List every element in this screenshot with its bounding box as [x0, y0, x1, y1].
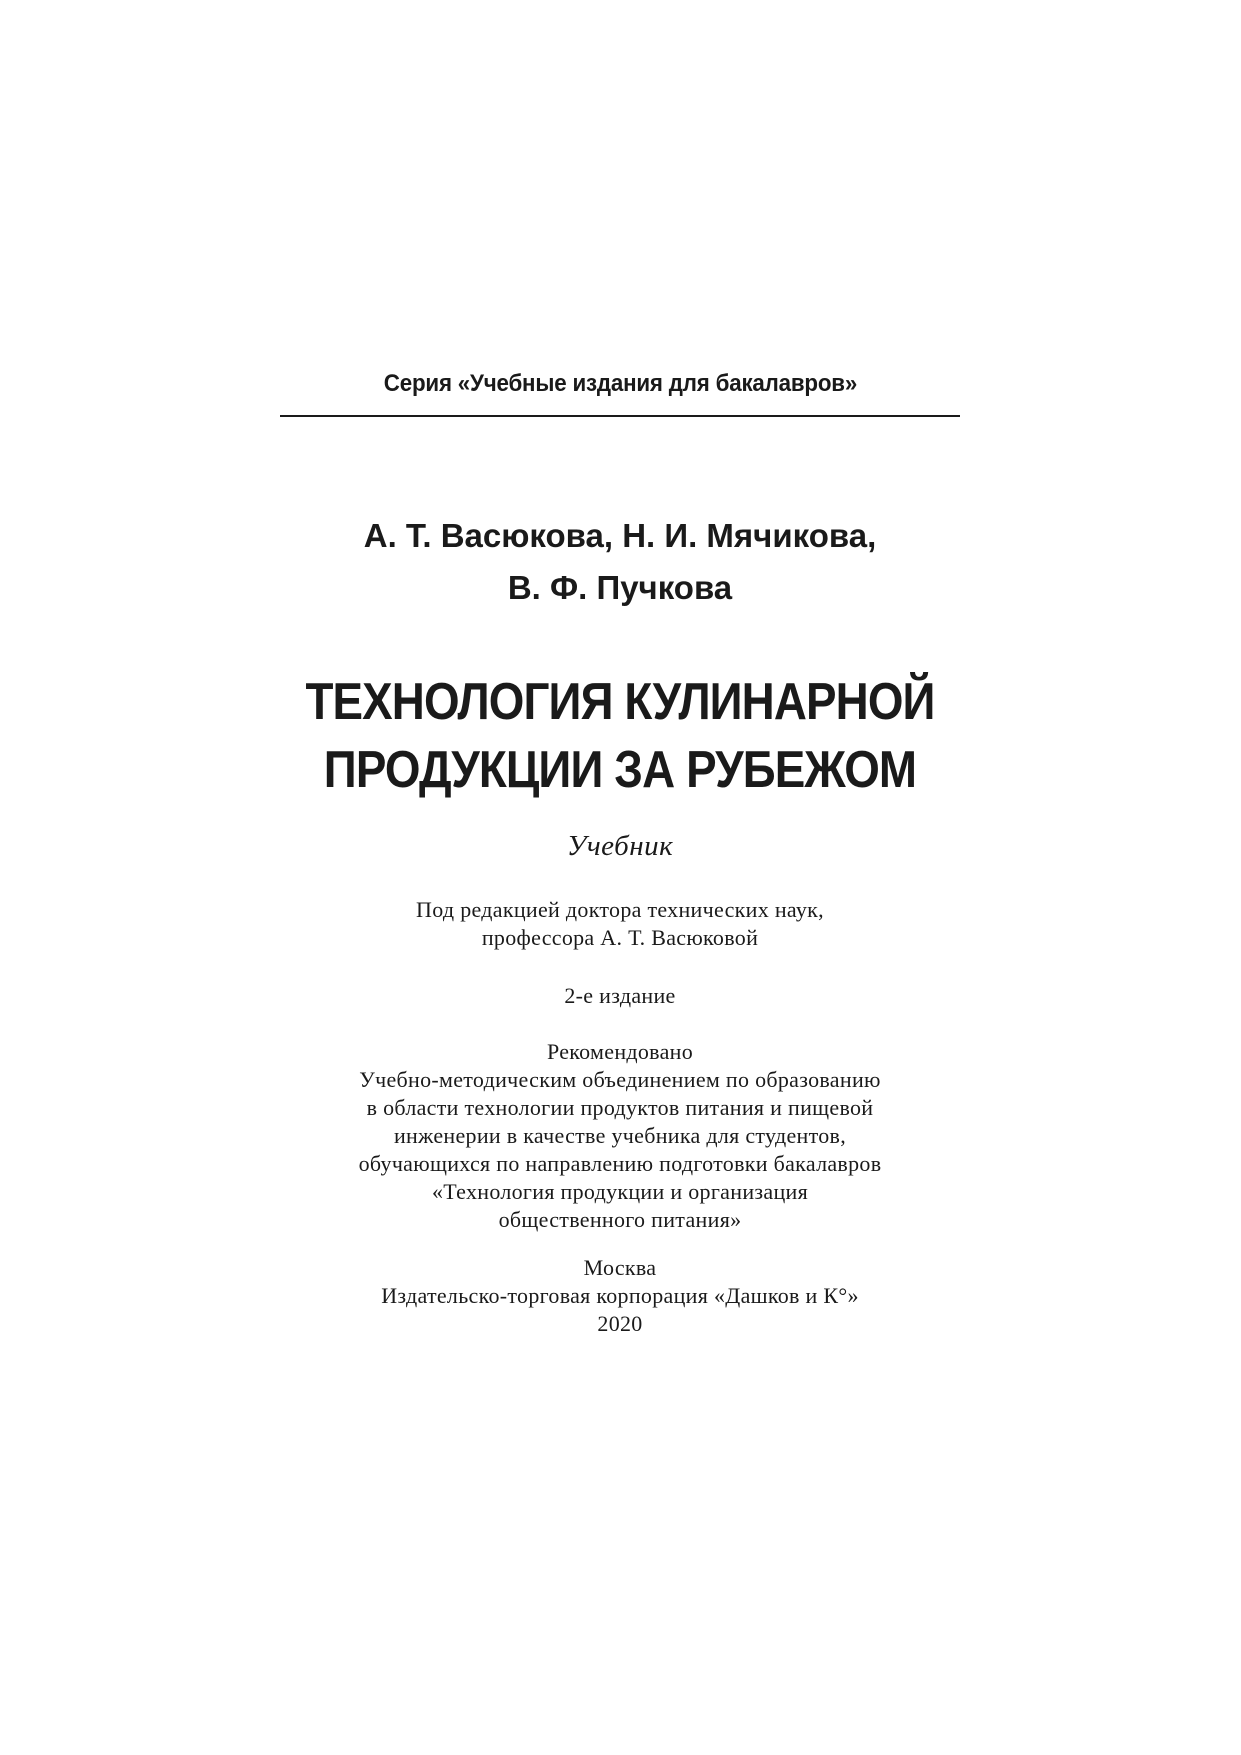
editor-note — [220, 896, 1020, 952]
edition-label: 2-е издание — [564, 983, 676, 1008]
book-title-line-2: ПРОДУКЦИИ ЗА РУБЕЖОМ — [323, 741, 917, 799]
recommendation-line-4: инженерии в качестве учебника для студентов, — [393, 1123, 847, 1148]
editor-line-2: профессора А. Т. Васюковой — [481, 925, 759, 950]
recommendation — [220, 1038, 1020, 1234]
imprint — [220, 1254, 1020, 1338]
authors-line-1: А. Т. Васюкова, Н. И. Мячикова, — [363, 517, 877, 554]
recommendation-line-5: обучающихся по направлению подготовки бакалавров — [358, 1151, 882, 1176]
authors-line-2: В. Ф. Пучкова — [507, 569, 733, 606]
series-name: Серия «Учебные издания для бакалавров» — [383, 370, 857, 397]
editor-line-1: Под редакцией доктора технических наук, — [416, 897, 824, 922]
recommendation-line-2: Учебно-методическим объединением по образованию — [359, 1067, 881, 1092]
imprint-year: 2020 — [597, 1311, 643, 1336]
edition — [220, 982, 1020, 1010]
series-header — [280, 370, 960, 398]
recommendation-line-7: общественного питания» — [498, 1207, 742, 1232]
recommendation-line-1: Рекомендовано — [546, 1039, 694, 1064]
document-type: Учебник — [566, 830, 674, 862]
book-title — [200, 668, 1040, 804]
book-title-line-1: ТЕХНОЛОГИЯ КУЛИНАРНОЙ — [305, 673, 935, 731]
recommendation-line-3: в области технологии продуктов питания и пищевой — [366, 1095, 874, 1120]
series-divider — [280, 415, 960, 417]
imprint-publisher: Издательско-торговая корпорация «Дашков и К°» — [381, 1283, 859, 1308]
imprint-city: Москва — [583, 1255, 657, 1280]
recommendation-line-6: «Технология продукции и организация — [431, 1179, 809, 1204]
authors — [220, 510, 1020, 614]
